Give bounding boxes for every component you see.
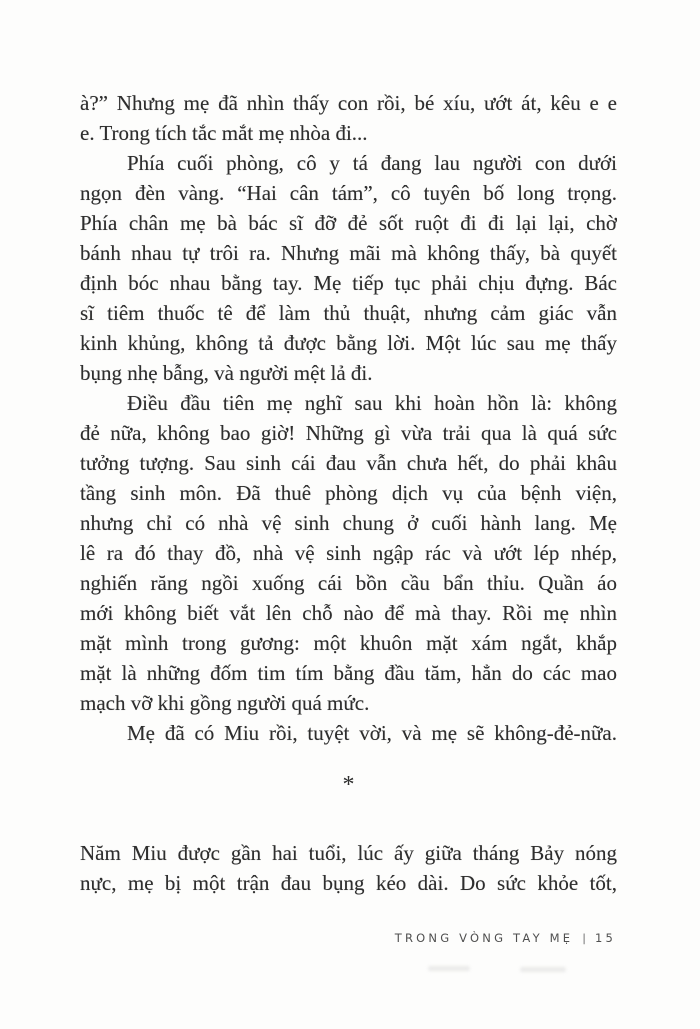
page-number: 15 (594, 931, 616, 945)
text-line: lê ra đó thay đồ, nhà vệ sinh ngập rác và ướt lép nhép, (80, 541, 617, 565)
text-line: mạch vỡ khi gồng người quá mức. (80, 691, 370, 715)
text-line: Mẹ đã có Miu rồi, tuyệt vời, và mẹ sẽ không-đẻ-nữa. (127, 721, 617, 745)
text-line: e. Trong tích tắc mắt mẹ nhòa đi... (80, 121, 368, 145)
text-line: Phía cuối phòng, cô y tá đang lau người con dưới (127, 151, 617, 175)
text-line: nhưng chỉ có nhà vệ sinh chung ở cuối hành lang. Mẹ (80, 511, 617, 535)
running-head-title: TRONG VÒNG TAY MẸ (394, 931, 574, 945)
text-line: Phía chân mẹ bà bác sĩ đỡ đẻ sốt ruột đi đi lại lại, chờ (80, 211, 617, 235)
text-line: mặt là những đốm tim tím bằng đầu tăm, hẳn do các mao (80, 661, 617, 685)
body-text (80, 88, 617, 898)
text-line: mặt mình trong gương: một khuôn mặt xám ngắt, khắp (80, 631, 617, 655)
page-footer (395, 931, 616, 945)
text-line: ngọn đèn vàng. “Hai cân tám”, cô tuyên bố long trọng. (80, 181, 617, 205)
text-line: định bóc nhau bằng tay. Mẹ tiếp tục phải chịu đựng. Bác (80, 271, 617, 295)
text-line: bụng nhẹ bẫng, và người mệt lả đi. (80, 361, 373, 385)
text-line: kinh khủng, không tả được bằng lời. Một lúc sau mẹ thấy (80, 331, 617, 355)
text-line: nực, mẹ bị một trận đau bụng kéo dài. Do sức khỏe tốt, (80, 871, 617, 895)
text-line: tưởng tượng. Sau sinh cái đau vẫn chưa hết, do phải khâu (80, 451, 617, 475)
footer-divider: | (582, 931, 586, 945)
text-line: sĩ tiêm thuốc tê để làm thủ thuật, nhưng cảm giác vẫn (80, 301, 617, 325)
text-line: à?” Nhưng mẹ đã nhìn thấy con rồi, bé xíu, ướt át, kêu e e (80, 91, 617, 115)
text-line: tầng sinh môn. Đã thuê phòng dịch vụ của bệnh viện, (80, 481, 617, 505)
text-line: Năm Miu được gần hai tuổi, lúc ấy giữa tháng Bảy nóng (80, 841, 617, 865)
text-line: nghiến răng ngồi xuống cái bồn cầu bẩn thỉu. Quần áo (80, 571, 617, 595)
scan-smudge (520, 967, 566, 972)
section-separator: * (342, 772, 355, 798)
text-line: bánh nhau tự trôi ra. Nhưng mãi mà không thấy, bà quyết (80, 241, 617, 265)
text-line: mới không biết vắt lên chỗ nào để mà thay. Rồi mẹ nhìn (80, 601, 617, 625)
scan-smudge (428, 966, 470, 971)
text-line: đẻ nữa, không bao giờ! Những gì vừa trải qua là quá sức (80, 421, 617, 445)
text-line: Điều đầu tiên mẹ nghĩ sau khi hoàn hồn là: không (127, 391, 617, 415)
